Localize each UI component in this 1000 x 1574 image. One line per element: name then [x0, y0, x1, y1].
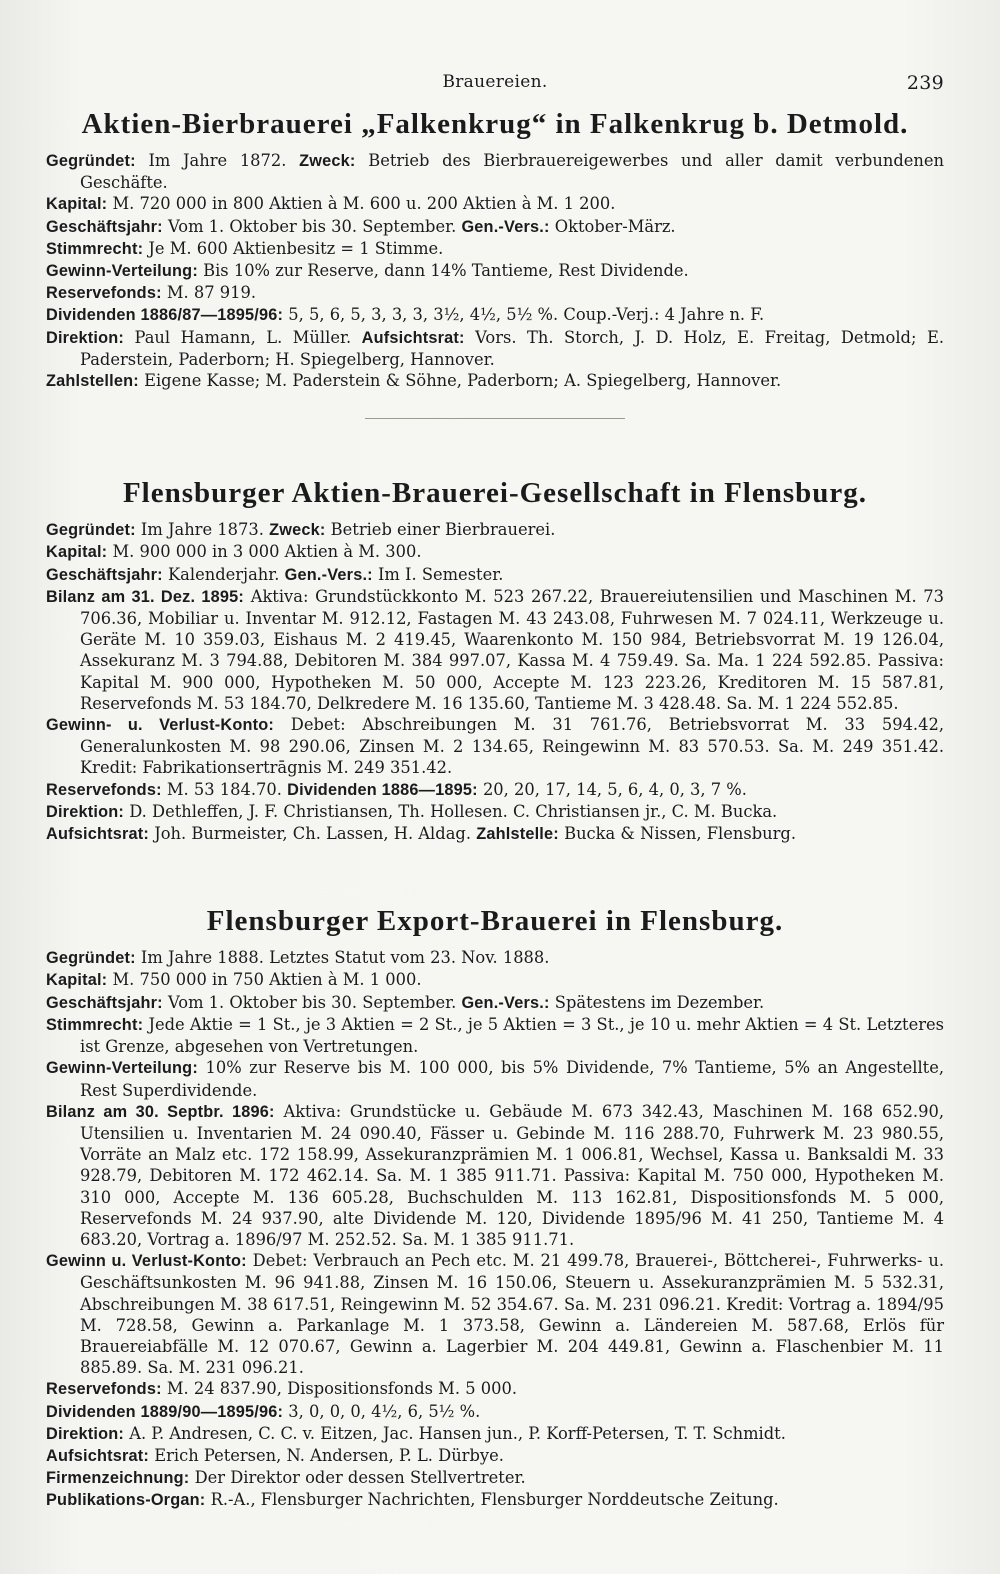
entry-gegruendet: [46, 519, 944, 541]
entry-label2: Gen.-Vers.:: [461, 217, 550, 236]
entry-text2: Oktober-März.: [554, 216, 676, 236]
entry-aufsichtsrat: [46, 1445, 944, 1467]
entry-publikations-organ: [46, 1489, 944, 1511]
entry-label: Reservefonds:: [46, 284, 162, 303]
entry-text: Im Jahre 1888. Letztes Statut vom 23. Nov. 1888.: [140, 948, 550, 968]
entry-label: Kapital:: [46, 543, 108, 562]
entry-text: M. 87 919.: [166, 283, 257, 303]
entry-text2: 20, 20, 17, 14, 5, 6, 4, 0, 3, 7 %.: [482, 779, 747, 799]
entry-label: Aufsichtsrat:: [46, 1446, 150, 1465]
entry-gewinn-verlust: [46, 1250, 944, 1378]
entry-text: M. 900 000 in 3 000 Aktien à M. 300.: [112, 542, 422, 562]
entry-label: Gegründet:: [46, 949, 136, 968]
entry-text: Aktiva: Grundstücke u. Gebäude M. 673 342.43, Maschinen M. 168 652.90, Utensilien u. Inventarien M. 24 090.40, Fässer u. Gebinde M. 116 288.70, Fuhrwerk M. 23 980.55, Vorräte an Malz etc. 172 158.99, Assekuranzprämien M. 1 006.81, Wechsel, Kassa u. Banksaldi M. 33 928.79, Debitoren M. 172 462.14. Sa. M. 1 385 911.71. Passiva: Kapital M. 750 000, Hypotheken M. 310 000, Accepte M. 136 605.28, Buchschulden M. 113 162.81, Dispositionsfonds M. 5 000, Reservefonds M. 24 937.90, alte Dividende M. 120, Dividende 1895/96 M. 41 250, Tantieme M. 4 683.20, Vortrag a. 1896/97 M. 252.52. Sa. M. 1 385 911.71.: [80, 1101, 945, 1249]
entry-text: Vom 1. Oktober bis 30. September.: [168, 216, 457, 236]
entry-text: Bis 10% zur Reserve, dann 14% Tantieme, Rest Dividende.: [203, 261, 689, 281]
entry-label: Zahlstellen:: [46, 372, 139, 391]
entry-bilanz: [46, 586, 944, 714]
entry-label: Gewinn-Verteilung:: [46, 1059, 198, 1078]
entry-label2: Dividenden 1886—1895:: [287, 780, 478, 799]
entry-direktion: [46, 801, 944, 823]
entry-text: Jede Aktie = 1 St., je 3 Aktien = 2 St., je 5 Aktien = 3 St., je 10 u. mehr Aktien = 4 St. Letzteres ist Grenze, abgesehen von Vertretungen.: [80, 1014, 944, 1057]
entry-gegruendet: [46, 947, 944, 969]
entry-text2: Im I. Semester.: [378, 564, 504, 584]
entry-label: Kapital:: [46, 195, 108, 214]
entry-bilanz: [46, 1101, 944, 1250]
entry-gewinn-verlust: [46, 714, 944, 779]
entry-direktion: [46, 1423, 944, 1445]
entry-text: Vom 1. Oktober bis 30. September.: [168, 992, 457, 1012]
entry-label: Geschäftsjahr:: [46, 565, 163, 584]
entry-kapital: [46, 541, 944, 563]
entry-label2: Zahlstelle:: [476, 825, 559, 844]
entry-text2: Spätestens im Dezember.: [554, 992, 765, 1012]
running-head: [46, 72, 944, 106]
entry-text: Der Direktor oder dessen Stellvertreter.: [194, 1468, 526, 1488]
entry-text: Je M. 600 Aktienbesitz = 1 Stimme.: [148, 238, 444, 258]
entry-label: Dividenden 1889/90—1895/96:: [46, 1402, 284, 1421]
entry-gewinn-verteilung: [46, 260, 944, 282]
entry-label: Publikations-Organ:: [46, 1491, 206, 1510]
entry-label2: Zweck:: [269, 521, 326, 540]
company-title: Flensburger Export-Brauerei in Flensburg.: [206, 905, 784, 938]
entry-label: Bilanz am 30. Septbr. 1896:: [46, 1102, 275, 1121]
entry-stimmrecht: [46, 238, 944, 260]
entry-label: Bilanz am 31. Dez. 1895:: [46, 587, 245, 606]
entry-kapital: [46, 969, 944, 991]
entry-text: Debet: Verbrauch an Pech etc. M. 21 499.78, Brauerei-, Böttcherei-, Fuhrwerks- u. Geschäftsunkosten M. 96 941.88, Zinsen M. 16 150.06, Steuern u. Assekuranzprämien M. 5 532.31, Abschreibungen M. 38 617.51, Reingewinn M. 52 354.67. Sa. M. 231 096.21. Kredit: Vortrag a. 1894/95 M. 728.58, Gewinn a. Parkanlage M. 1 373.58, Gewinn a. Ländereien M. 587.68, Erlös für Brauereiabfälle M. 12 070.67, Gewinn a. Lagerbier M. 204 449.81, Gewinn a. Flaschenbier M. 11 885.89. Sa. M. 231 096.21.: [80, 1251, 944, 1378]
entry-geschaeftsjahr: [46, 216, 944, 238]
entry-label: Aufsichtsrat:: [46, 825, 150, 844]
entry-reservefonds: [46, 1378, 944, 1400]
page-number: 239: [906, 72, 944, 94]
entry-gegruendet: [46, 150, 944, 193]
entry-label: Gewinn-Verteilung:: [46, 262, 198, 281]
entry-text: Aktiva: Grundstückkonto M. 523 267.22, Brauereiutensilien und Maschinen M. 73 706.36, Mobiliar u. Inventar M. 912.12, Fastagen M. 43 243.08, Fuhrwesen M. 7 024.11, Werkzeuge u. Geräte M. 10 359.03, Eishaus M. 2 419.45, Waarenkonto M. 150 984, Betriebsvorrat M. 19 126.04, Assekuranz M. 3 794.88, Debitoren M. 384 997.07, Kassa M. 4 759.49. Sa. Ma. 1 224 592.85. Passiva: Kapital M. 900 000, Hypotheken M. 50 000, Accepte M. 123 223.26, Kreditoren M. 15 587.81, Reservefonds M. 53 184.70, Delkredere M. 16 135.60, Tantieme M. 3 428.48. Sa. M. 1 224 552.85.: [80, 586, 944, 713]
entry-stimmrecht: [46, 1014, 944, 1057]
entry-label: Gegründet:: [46, 521, 136, 540]
entry-text: Im Jahre 1872.: [148, 151, 287, 170]
entry-kapital: [46, 193, 944, 215]
entry-label2: Gen.-Vers.:: [284, 565, 373, 584]
entry-gewinn-verteilung: [46, 1057, 944, 1100]
entry-label: Reservefonds:: [46, 1380, 162, 1399]
entry-reservefonds: [46, 282, 944, 304]
entry-text: Paul Hamann, L. Müller.: [134, 327, 352, 347]
entry-dividenden: [46, 304, 944, 326]
entry-text2: Vors. Th. Storch, J. D. Holz, E. Freitag, Detmold; E. Paderstein, Paderborn; H. Spiegelberg, Hannover.: [80, 327, 945, 369]
entry-label: Geschäftsjahr:: [46, 993, 163, 1012]
entry-label: Stimmrecht:: [46, 1015, 144, 1034]
company-title: Flensburger Aktien-Brauerei-Gesellschaft in Flensburg.: [122, 477, 868, 510]
company-entry-flensburger-export: [46, 903, 944, 1511]
entry-label: Dividenden 1886/87—1895/96:: [46, 306, 284, 325]
entry-dividenden: [46, 1401, 944, 1423]
entry-label: Stimmrecht:: [46, 239, 144, 258]
company-entry-falkenkrug: [46, 106, 944, 419]
entry-label: Gewinn u. Verlust-Konto:: [46, 1252, 247, 1271]
entry-zahlstellen: [46, 370, 944, 392]
company-entry-flensburger-aktien: [46, 475, 944, 845]
entry-text: M. 24 837.90, Dispositionsfonds M. 5 000.: [166, 1379, 517, 1399]
entry-text: 10% zur Reserve bis M. 100 000, bis 5% Dividende, 7% Tantieme, 5% an Angestellte, Rest Superdividende.: [80, 1058, 944, 1100]
entry-text: D. Dethleffen, J. F. Christiansen, Th. Hollesen. C. Christiansen jr., C. M. Bucka.: [129, 801, 778, 821]
entry-label: Gegründet:: [46, 152, 136, 170]
entry-label: Geschäftsjahr:: [46, 217, 163, 236]
entry-label2: Gen.-Vers.:: [461, 993, 550, 1012]
entry-text2: Betrieb einer Bierbrauerei.: [330, 520, 556, 540]
entry-text: R.-A., Flensburger Nachrichten, Flensburger Norddeutsche Zeitung.: [210, 1490, 779, 1510]
entry-label2: Zweck:: [299, 152, 356, 170]
entry-text: 5, 5, 6, 5, 3, 3, 3, 3½, 4½, 5½ %.: [288, 305, 559, 325]
entry-text: Joh. Burmeister, Ch. Lassen, H. Aldag.: [154, 824, 471, 844]
entry-text2: Coup.-Verj.: 4 Jahre n. F.: [563, 305, 765, 325]
running-head-title: Brauereien.: [442, 72, 548, 92]
entry-text2: Betrieb des Bierbrauereigewerbes und aller damit verbundenen Geschäfte.: [80, 151, 944, 193]
entry-label: Kapital:: [46, 971, 108, 990]
entry-label: Firmenzeichnung:: [46, 1469, 190, 1488]
section-divider: [365, 418, 625, 419]
entry-text: Im Jahre 1873.: [140, 520, 264, 540]
entry-label: Direktion:: [46, 328, 124, 347]
entry-text: Kalenderjahr.: [168, 564, 280, 584]
entry-text: Eigene Kasse; M. Paderstein & Söhne, Paderborn; A. Spiegelberg, Hannover.: [144, 371, 782, 391]
entry-label2: Aufsichtsrat:: [361, 328, 465, 347]
entry-label: Direktion:: [46, 1424, 124, 1443]
entry-text: M. 53 184.70.: [166, 779, 282, 799]
entry-geschaeftsjahr: [46, 564, 944, 586]
entry-label: Direktion:: [46, 802, 124, 821]
entry-text: A. P. Andresen, C. C. v. Eitzen, Jac. Hansen jun., P. Korff-Petersen, T. T. Schmidt.: [129, 1423, 786, 1443]
entry-text: Erich Petersen, N. Andersen, P. L. Dürbye.: [154, 1445, 504, 1465]
entry-text: Debet: Abschreibungen M. 31 761.76, Betriebsvorrat M. 33 594.42, Generalunkosten M. 98 290.06, Zinsen M. 2 134.65, Reingewinn M. 83 570.53. Sa. M. 249 351.42. Kredit: Fabrikationsertrāgnis M. 249 351.42.: [80, 715, 944, 778]
entry-reservefonds: [46, 779, 944, 801]
entry-direktion: [46, 327, 944, 370]
entry-geschaeftsjahr: [46, 992, 944, 1014]
entry-firmenzeichnung: [46, 1467, 944, 1489]
entry-label: Reservefonds:: [46, 780, 162, 799]
entry-text: M. 750 000 in 750 Aktien à M. 1 000.: [112, 970, 422, 990]
entry-label: Gewinn- u. Verlust-Konto:: [46, 716, 275, 735]
entry-text: 3, 0, 0, 0, 4½, 6, 5½ %.: [288, 1401, 481, 1421]
entry-text2: Bucka & Nissen, Flensburg.: [564, 824, 796, 844]
entry-text: M. 720 000 in 800 Aktien à M. 600 u. 200 Aktien à M. 1 200.: [112, 194, 616, 214]
company-title: Aktien-Bierbrauerei „Falkenkrug“ in Falkenkrug b. Detmold.: [81, 108, 909, 140]
entry-aufsichtsrat: [46, 823, 944, 845]
